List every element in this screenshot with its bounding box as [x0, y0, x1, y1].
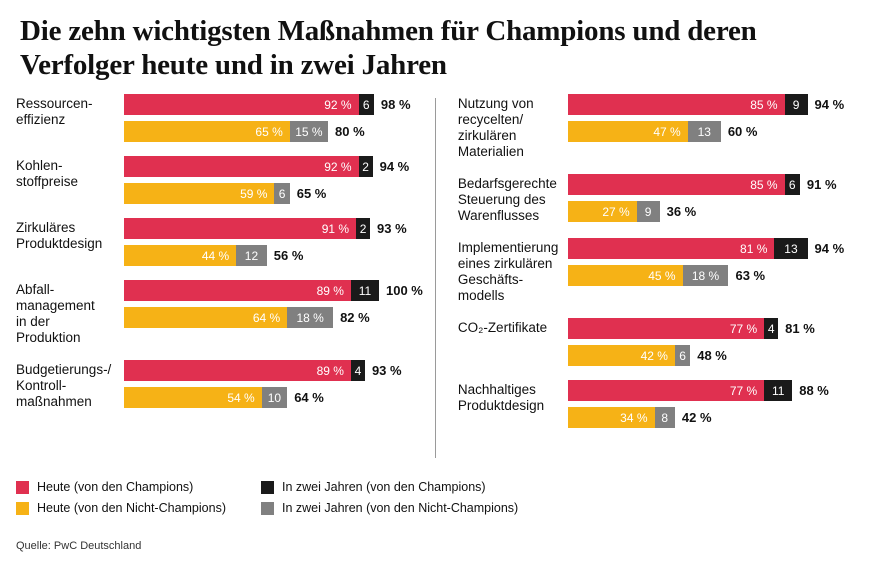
bar-segment-today: 89 % [124, 360, 351, 381]
bar-segment-today: 42 % [568, 345, 675, 366]
bar-row-champions [568, 94, 863, 115]
bar-total-champions: 100 % [385, 283, 423, 298]
bar-segment-future: 2 [359, 156, 373, 177]
bar-segment-today: 45 % [568, 265, 683, 286]
bar-row-nonchampions [568, 201, 863, 222]
source-note: Quelle: PwC Deutschland [16, 540, 142, 552]
category-label: Nutzung von recycelten/ zirkulären Materialien [457, 96, 534, 159]
bar-total-nonchampions: 64 % [294, 390, 324, 405]
bar-total-champions: 98 % [380, 97, 411, 112]
bar-segment-today: 81 % [568, 238, 775, 259]
bar-row-champions [568, 318, 863, 339]
bar-segment-future: 6 [785, 174, 800, 195]
chart-columns [16, 94, 863, 458]
category-label: Kohlen- stoffpreise [16, 158, 79, 189]
chart-column-right [440, 94, 863, 442]
legend-item-champions-today [16, 480, 261, 494]
bar-segment-today: 47 % [568, 121, 688, 142]
bar-segment-future: 4 [351, 360, 365, 381]
bar-segment-today: 89 % [124, 280, 351, 301]
category-label: Abfall- management in der Produktion [16, 282, 95, 345]
bar-pair [568, 318, 863, 366]
bar-segment-today: 92 % [124, 94, 359, 115]
bar-segment-future: 9 [785, 94, 808, 115]
bar-segment-today: 54 % [124, 387, 262, 408]
bar-segment-today: 92 % [124, 156, 359, 177]
chart-group [458, 380, 863, 428]
bar-segment-future: 11 [764, 380, 792, 401]
chart-group [16, 218, 423, 266]
bar-segment-future: 2 [356, 218, 370, 239]
bar-row-nonchampions [568, 345, 863, 366]
legend-label-champions-today: Heute (von den Champions) [37, 480, 194, 494]
legend-swatch-champions-future [261, 481, 274, 494]
chart-column-left [16, 94, 431, 424]
bar-total-nonchampions: 48 % [697, 348, 727, 363]
bar-row-champions [568, 238, 863, 259]
chart-group [458, 318, 863, 366]
bar-total-champions: 91 % [806, 177, 837, 192]
bar-segment-today: 34 % [568, 407, 655, 428]
bar-segment-future: 18 % [683, 265, 729, 286]
bar-pair [124, 280, 423, 328]
bar-pair [568, 174, 863, 222]
bar-total-nonchampions: 63 % [735, 268, 766, 283]
bar-pair [568, 380, 863, 428]
legend-label-nonchampions-future: In zwei Jahren (von den Nicht-Champions) [282, 501, 519, 515]
legend-item-nonchampions-today [16, 501, 261, 515]
page-title: Die zehn wichtigsten Maßnahmen für Champions und deren Verfolger heute und in zwei Jahren [20, 15, 757, 81]
bar-segment-future: 13 [774, 238, 807, 259]
bar-segment-future: 8 [655, 407, 675, 428]
bar-segment-future: 9 [637, 201, 660, 222]
bar-segment-today: 27 % [568, 201, 637, 222]
category-label: CO₂-Zertifikate [457, 320, 548, 335]
bar-segment-today: 91 % [124, 218, 356, 239]
column-divider [435, 98, 436, 458]
bar-total-nonchampions: 80 % [335, 124, 365, 139]
bar-total-champions: 81 % [785, 321, 815, 336]
bar-segment-future: 6 [675, 345, 690, 366]
bar-total-nonchampions: 60 % [727, 124, 758, 139]
bar-total-nonchampions: 42 % [681, 410, 712, 425]
bar-segment-future: 4 [764, 318, 778, 339]
bar-pair [568, 94, 863, 142]
category-label: Ressourcen- effizienz [16, 96, 93, 127]
category-label: Zirkuläres Produktdesign [16, 220, 103, 251]
bar-total-nonchampions: 82 % [340, 310, 370, 325]
bar-segment-today: 77 % [568, 318, 764, 339]
bar-segment-today: 85 % [568, 94, 785, 115]
bar-row-champions [124, 156, 423, 177]
bar-segment-future: 12 [236, 245, 267, 266]
bar-segment-today: 85 % [568, 174, 785, 195]
bar-segment-future: 15 % [290, 121, 328, 142]
bar-row-champions [124, 280, 423, 301]
bar-row-nonchampions [124, 121, 423, 142]
legend-label-nonchampions-today: Heute (von den Nicht-Champions) [37, 501, 226, 515]
legend-item-champions-future [261, 480, 486, 494]
legend-row-future [16, 501, 876, 515]
bar-row-nonchampions [124, 307, 423, 328]
bar-segment-future: 6 [359, 94, 374, 115]
chart-group [16, 156, 423, 204]
bar-segment-future: 18 % [287, 307, 333, 328]
legend-swatch-champions-today [16, 481, 29, 494]
bar-pair [568, 238, 863, 286]
chart-group [16, 360, 423, 410]
bar-segment-future: 13 [688, 121, 721, 142]
legend-row-today [16, 480, 876, 494]
bar-segment-today: 44 % [124, 245, 236, 266]
bar-segment-future: 6 [274, 183, 289, 204]
bar-row-champions [568, 174, 863, 195]
bar-pair [124, 218, 423, 266]
category-label: Bedarfsgerechte Steuerung des Warenflusses [457, 176, 557, 223]
bar-total-champions: 94 % [379, 159, 410, 174]
chart-group [458, 94, 863, 160]
bar-total-champions: 94 % [814, 241, 845, 256]
bar-row-champions [124, 218, 423, 239]
bar-pair [124, 94, 423, 142]
bar-row-champions [568, 380, 863, 401]
bar-segment-today: 77 % [568, 380, 764, 401]
bar-total-champions: 88 % [799, 383, 829, 398]
legend-swatch-nonchampions-today [16, 502, 29, 515]
bar-segment-future: 11 [351, 280, 379, 301]
legend-item-nonchampions-future [261, 501, 518, 515]
bar-row-nonchampions [124, 183, 423, 204]
legend-swatch-nonchampions-future [261, 502, 274, 515]
category-label: Nachhaltiges Produktdesign [457, 382, 545, 413]
bar-total-champions: 94 % [814, 97, 845, 112]
bar-total-nonchampions: 65 % [296, 186, 327, 201]
chart-group [458, 174, 863, 224]
category-label: Implementierung eines zirkulären Geschäfts- modells [457, 240, 559, 303]
bar-total-champions: 93 % [371, 363, 402, 378]
bar-segment-today: 59 % [124, 183, 274, 204]
bar-segment-today: 64 % [124, 307, 287, 328]
bar-row-nonchampions [568, 407, 863, 428]
bar-row-champions [124, 94, 423, 115]
bar-total-nonchampions: 36 % [666, 204, 697, 219]
bar-row-nonchampions [568, 265, 863, 286]
bar-row-nonchampions [568, 121, 863, 142]
legend-label-champions-future: In zwei Jahren (von den Champions) [282, 480, 486, 494]
bar-total-champions: 93 % [377, 221, 407, 236]
bar-segment-today: 65 % [124, 121, 290, 142]
bar-total-nonchampions: 56 % [273, 248, 304, 263]
bar-pair [124, 156, 423, 204]
chart-legend [16, 480, 876, 522]
chart-group [16, 94, 423, 142]
chart-group [16, 280, 423, 346]
bar-segment-future: 10 [262, 387, 288, 408]
category-label: Budgetierungs-/ Kontroll- maßnahmen [16, 362, 112, 409]
bar-row-nonchampions [124, 387, 423, 408]
chart-group [458, 238, 863, 304]
bar-row-champions [124, 360, 423, 381]
bar-pair [124, 360, 423, 408]
bar-row-nonchampions [124, 245, 423, 266]
